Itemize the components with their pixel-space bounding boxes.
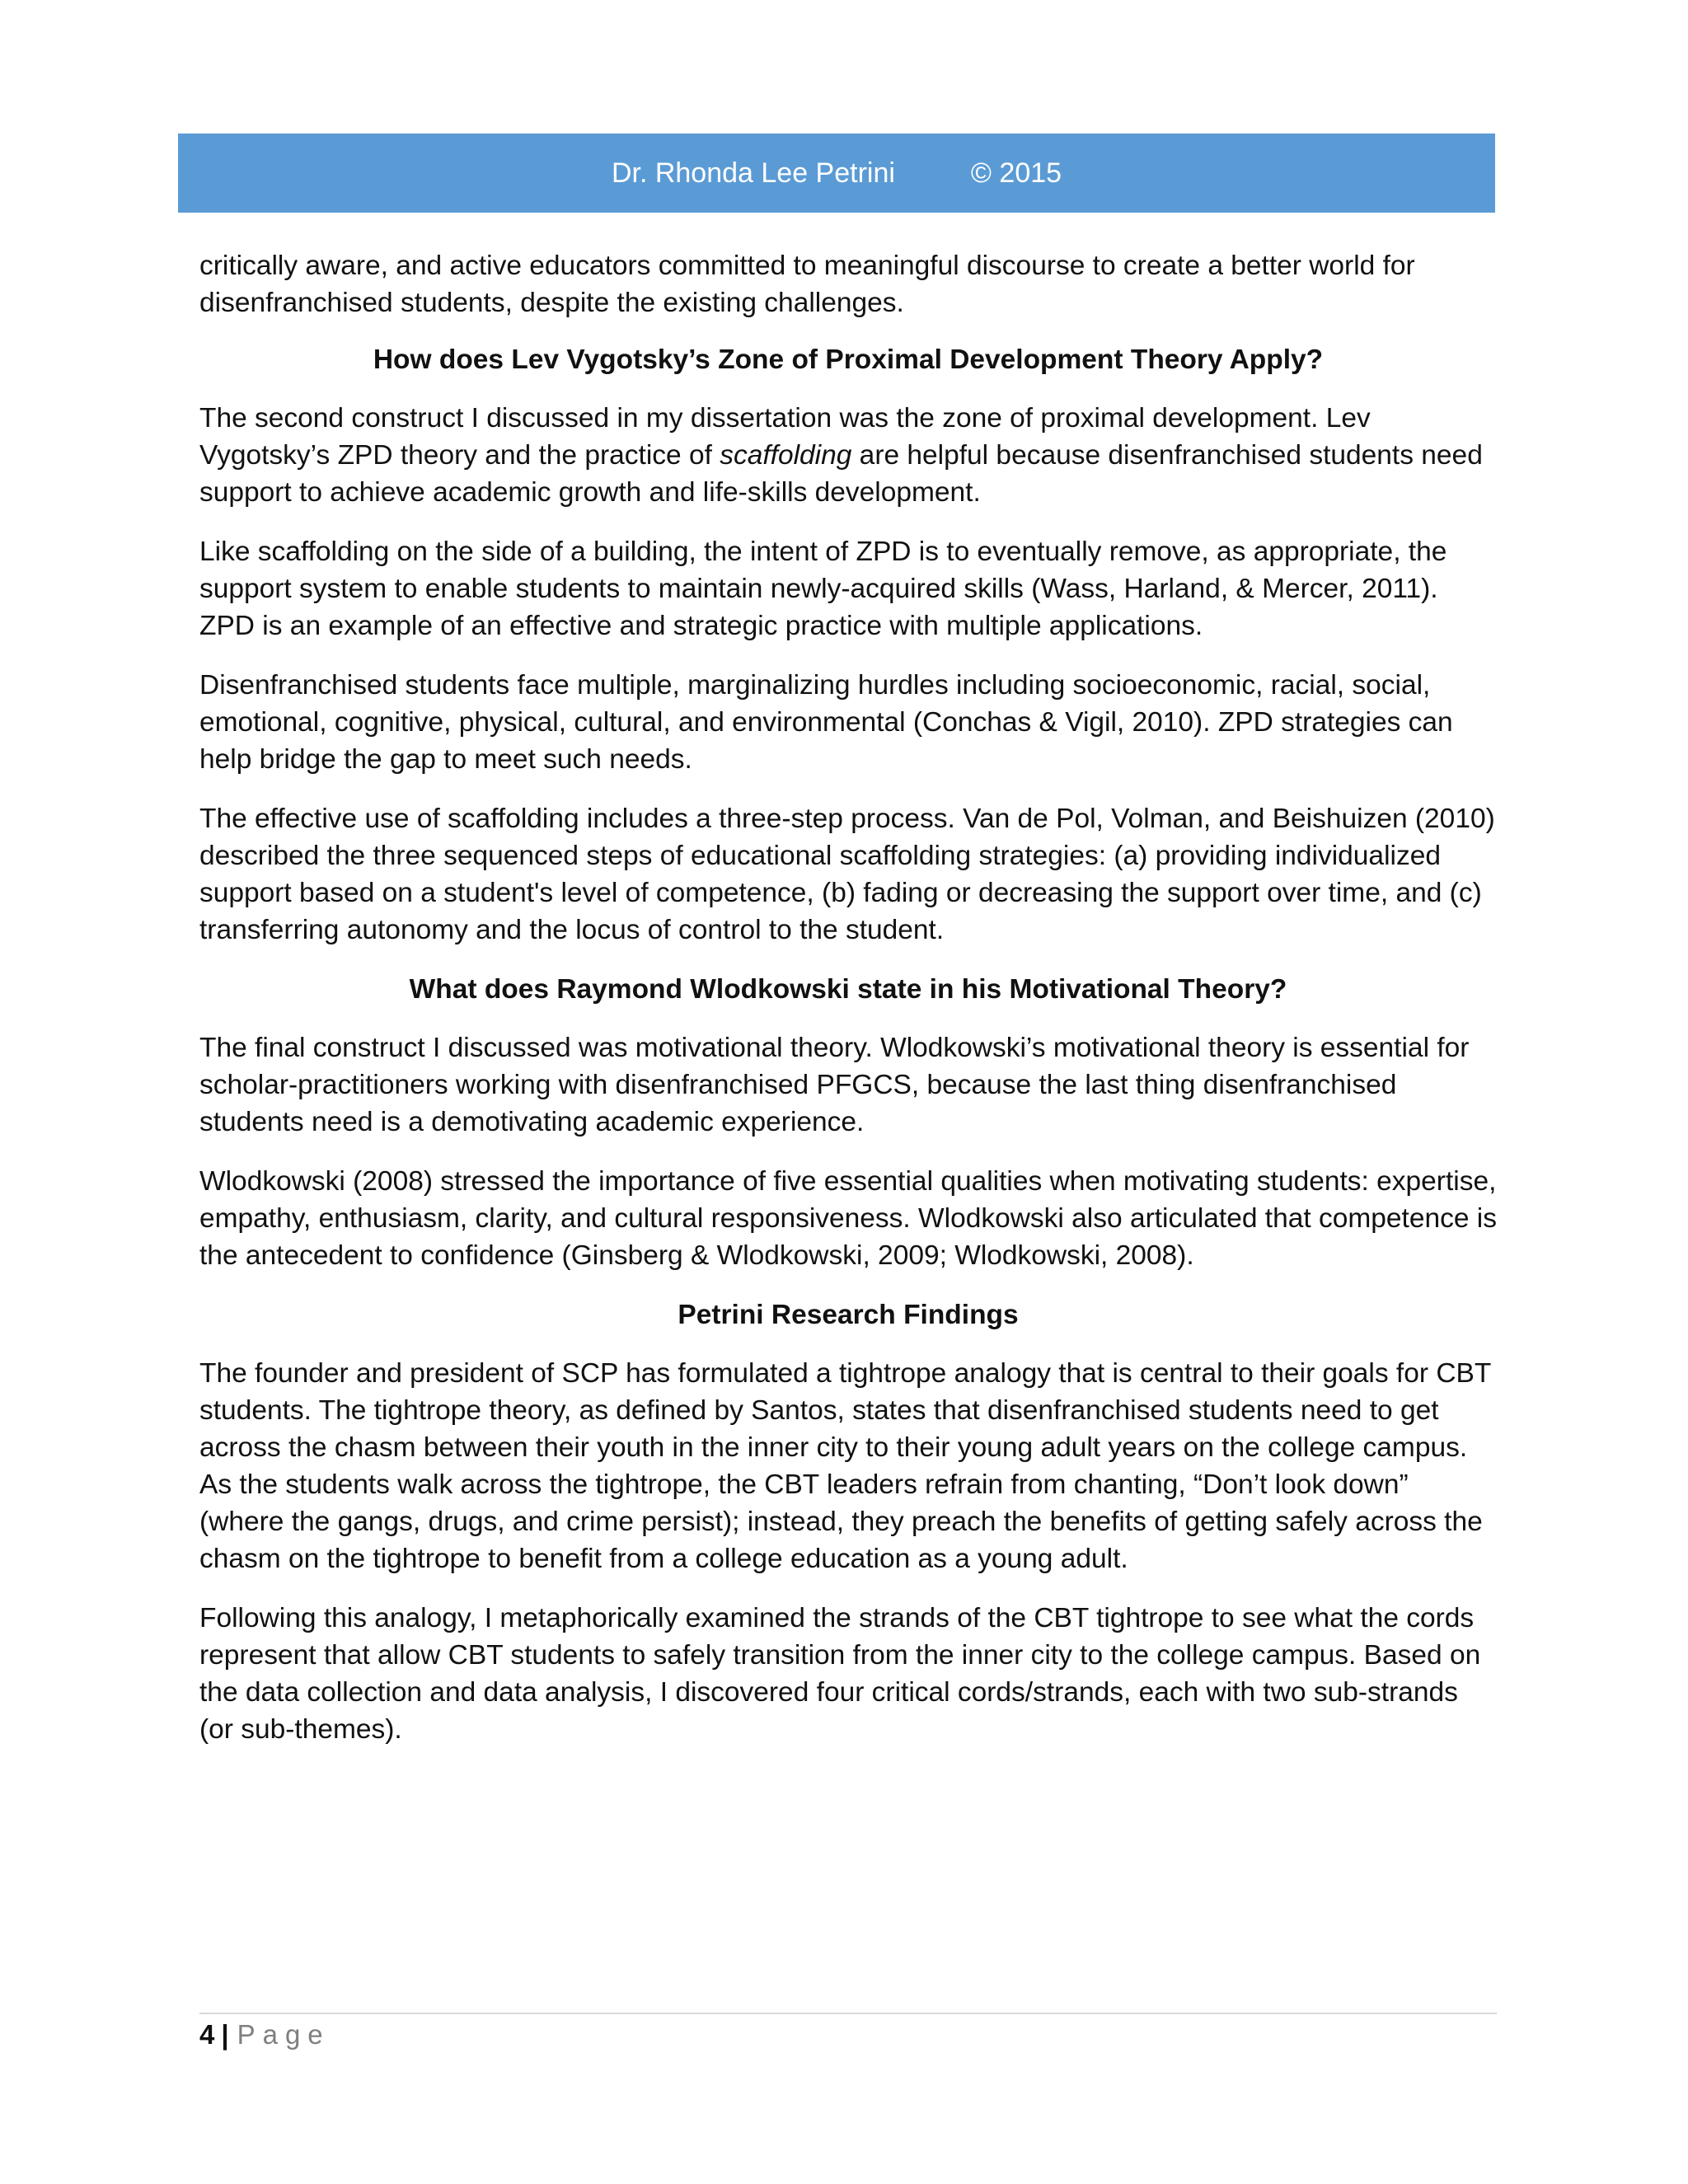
paragraph: The effective use of scaffolding includes a three-step process. Van de Pol, Volman, and Beishuizen (2010) described the three sequenced steps of educational scaffolding strategies: (a) providing individualized support based on a student's level of competence, (b) fading or decreasing the support over time, and (c) transferring autonomy and the locus of control to the student. xyxy=(199,804,1495,945)
emphasis-text: scaffolding xyxy=(720,440,852,471)
footer-separator: | xyxy=(221,2019,229,2050)
paragraph-text: are helpful because disenfranchised students need support to achieve academic growth and life-skills development. xyxy=(199,440,1483,508)
paragraph: The final construct I discussed was motivational theory. Wlodkowski’s motivational theory is essential for scholar-practitioners working with disenfranchised PFGCS, because the last thing disenfranchised students need is a demotivating academic experience. xyxy=(199,1033,1470,1137)
paragraph xyxy=(199,400,1497,511)
paragraph: Wlodkowski (2008) stressed the importance of five essential qualities when motivating students: expertise, empathy, enthusiasm, clarity, and cultural responsiveness. Wlodkowski also articulated that competence is the antecedent to confidence (Ginsberg & Wlodkowski, 2009; Wlodkowski, 2008). xyxy=(199,1166,1497,1271)
document-body xyxy=(199,247,1497,1770)
section-heading-wlodkowski: What does Raymond Wlodkowski state in his Motivational Theory? xyxy=(409,974,1287,1005)
page-header xyxy=(178,134,1495,213)
paragraph: Following this analogy, I metaphorically examined the strands of the CBT tightrope to see what the cords represent that allow CBT students to safely transition from the inner city to the college campus. Based on the data collection and data analysis, I discovered four critical cords/strands, each with two sub-strands (or sub-themes). xyxy=(199,1603,1481,1745)
page-footer xyxy=(199,2016,331,2053)
footer-divider xyxy=(199,2013,1497,2014)
paragraph: The founder and president of SCP has formulated a tightrope analogy that is central to their goals for CBT students. The tightrope theory, as defined by Santos, states that disenfranchised students need to get across the chasm between their youth in the inner city to their young adult years on the college campus. As the students walk across the tightrope, the CBT leaders refrain from chanting, “Don’t look down” (where the gangs, drugs, and crime persist); instead, they preach the benefits of getting safely across the chasm on the tightrope to benefit from a college education as a young adult. xyxy=(199,1358,1491,1574)
paragraph: Disenfranchised students face multiple, marginalizing hurdles including socioeconomic, racial, social, emotional, cognitive, physical, cultural, and environmental (Conchas & Vigil, 2010). ZPD strategies can help bridge the gap to meet such needs. xyxy=(199,670,1453,775)
header-author: Dr. Rhonda Lee Petrini xyxy=(611,157,895,189)
paragraph: critically aware, and active educators committed to meaningful discourse to create a better world for disenfranchised students, despite the existing challenges. xyxy=(199,251,1415,318)
paragraph-text: The second construct I discussed in my dissertation was the zone of proximal development. Lev Vygotsky’s ZPD theory and the practice of xyxy=(199,403,1371,471)
section-heading-findings: Petrini Research Findings xyxy=(678,1300,1019,1330)
paragraph: Like scaffolding on the side of a building, the intent of ZPD is to eventually remove, as appropriate, the support system to enable students to maintain newly-acquired skills (Wass, Harland, & Mercer, 2011). ZPD is an example of an effective and strategic practice with multiple applications. xyxy=(199,537,1447,641)
page-number: 4 xyxy=(199,2019,215,2050)
page-label: Page xyxy=(237,2019,331,2050)
section-heading-vygotsky: How does Lev Vygotsky’s Zone of Proximal Development Theory Apply? xyxy=(373,344,1324,375)
header-copyright: © 2015 xyxy=(970,157,1062,189)
